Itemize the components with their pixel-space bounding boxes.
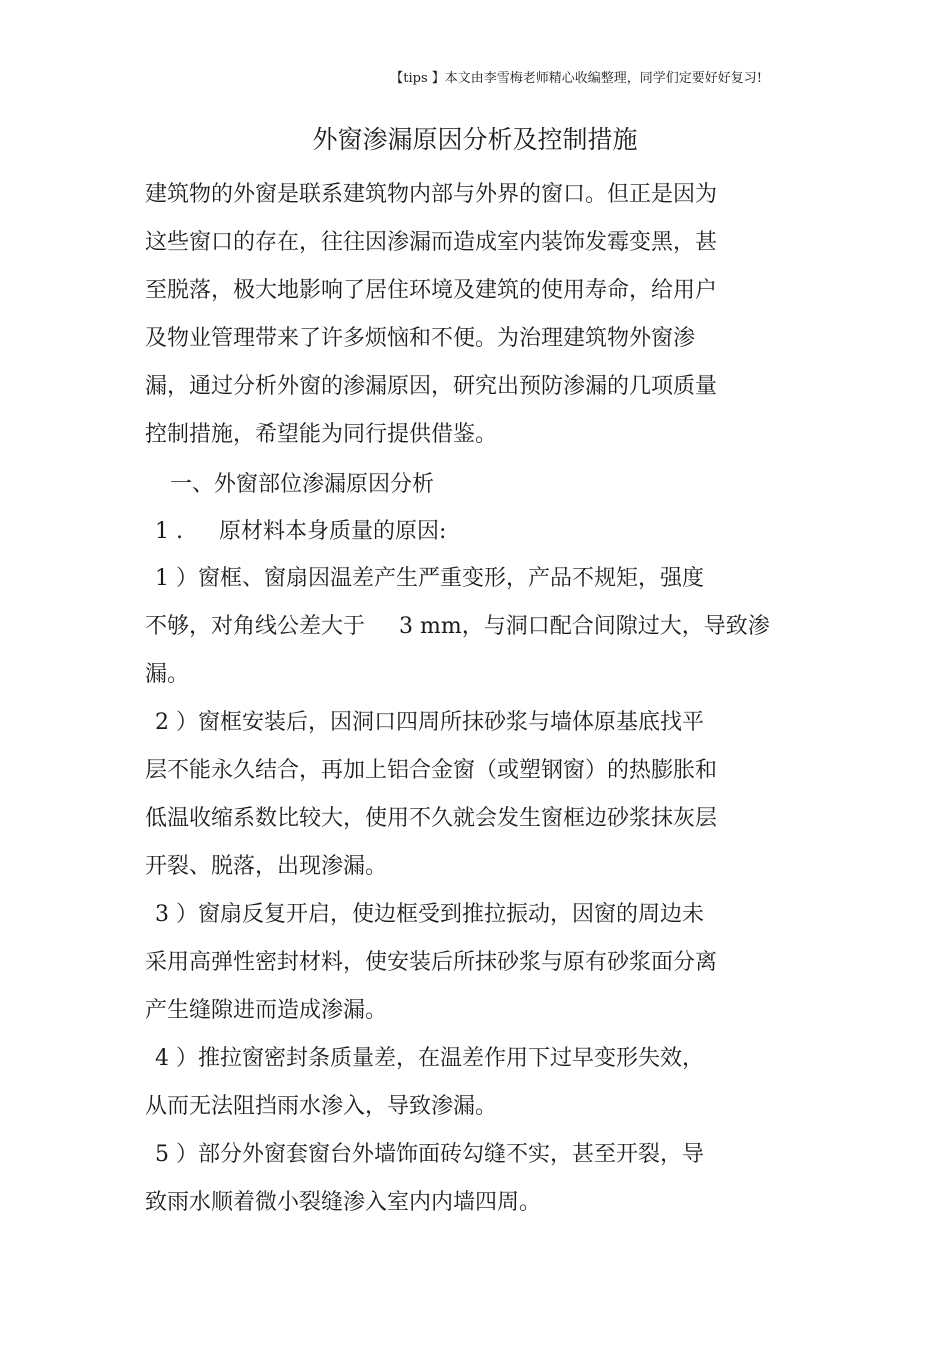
document-title: 外窗渗漏原因分析及控制措施 <box>312 125 638 154</box>
point-line: 采用高弹性密封材料，使安装后所抹砂浆与原有砂浆面分离 <box>145 950 718 975</box>
point-text: 推拉窗密封条质量差，在温差作用下过早变形失效， <box>198 1046 705 1071</box>
point-line: 开裂、脱落，出现渗漏。 <box>145 854 388 879</box>
point-number: 1 ） <box>155 566 198 591</box>
point-number: 3 ） <box>155 902 198 927</box>
intro-line: 至脱落，极大地影响了居住环境及建筑的使用寿命，给用户 <box>145 278 718 303</box>
point-line: 产生缝隙进而造成渗漏。 <box>145 998 388 1023</box>
item-number: 1 . <box>155 519 183 544</box>
point-line <box>155 899 704 931</box>
intro-line: 建筑物的外窗是联系建筑物内部与外界的窗口。但正是因为 <box>145 182 718 207</box>
point-text: 窗框安装后，因洞口四周所抹砂浆与墙体原基底找平 <box>198 710 705 735</box>
point-line: 致雨水顺着微小裂缝渗入室内内墙四周。 <box>145 1190 542 1215</box>
tips-note: 【tips 】本文由李雪梅老师精心收编整理，同学们定要好好复习! <box>390 71 762 86</box>
point-text: 与洞口配合间隙过大，导致渗 <box>483 614 770 639</box>
intro-line: 这些窗口的存在，往往因渗漏而造成室内装饰发霉变黑，甚 <box>145 230 718 255</box>
intro-line: 控制措施，希望能为同行提供借鉴。 <box>145 422 498 447</box>
point-number: 5 ） <box>155 1142 198 1167</box>
point-line <box>155 1139 704 1171</box>
point-line <box>145 611 770 643</box>
section-heading: 一、外窗部位渗漏原因分析 <box>170 472 435 497</box>
point-line <box>155 1043 704 1075</box>
item-heading <box>155 516 446 548</box>
point-line: 漏。 <box>145 662 190 687</box>
point-line: 层不能永久结合，再加上铝合金窗（或塑钢窗）的热膨胀和 <box>145 758 718 783</box>
point-text: 窗框、窗扇因温差产生严重变形，产品不规矩，强度 <box>198 566 705 591</box>
point-number: 2 ） <box>155 710 198 735</box>
point-line <box>155 563 704 595</box>
point-line: 低温收缩系数比较大，使用不久就会发生窗框边砂浆抹灰层 <box>145 806 718 831</box>
measurement-value: 3 mm， <box>399 614 484 639</box>
intro-line: 及物业管理带来了许多烦恼和不便。为治理建筑物外窗渗 <box>145 326 696 351</box>
point-text: 窗扇反复开启，使边框受到推拉振动，因窗的周边未 <box>198 902 705 927</box>
item-text: 原材料本身质量的原因: <box>218 519 447 544</box>
intro-line: 漏，通过分析外窗的渗漏原因，研究出预防渗漏的几项质量 <box>145 374 718 399</box>
point-text: 不够，对角线公差大于 <box>145 614 366 639</box>
point-line <box>155 707 704 739</box>
point-line: 从而无法阻挡雨水渗入，导致渗漏。 <box>145 1094 498 1119</box>
point-text: 部分外窗套窗台外墙饰面砖勾缝不实，甚至开裂，导 <box>198 1142 705 1167</box>
point-number: 4 ） <box>155 1046 198 1071</box>
